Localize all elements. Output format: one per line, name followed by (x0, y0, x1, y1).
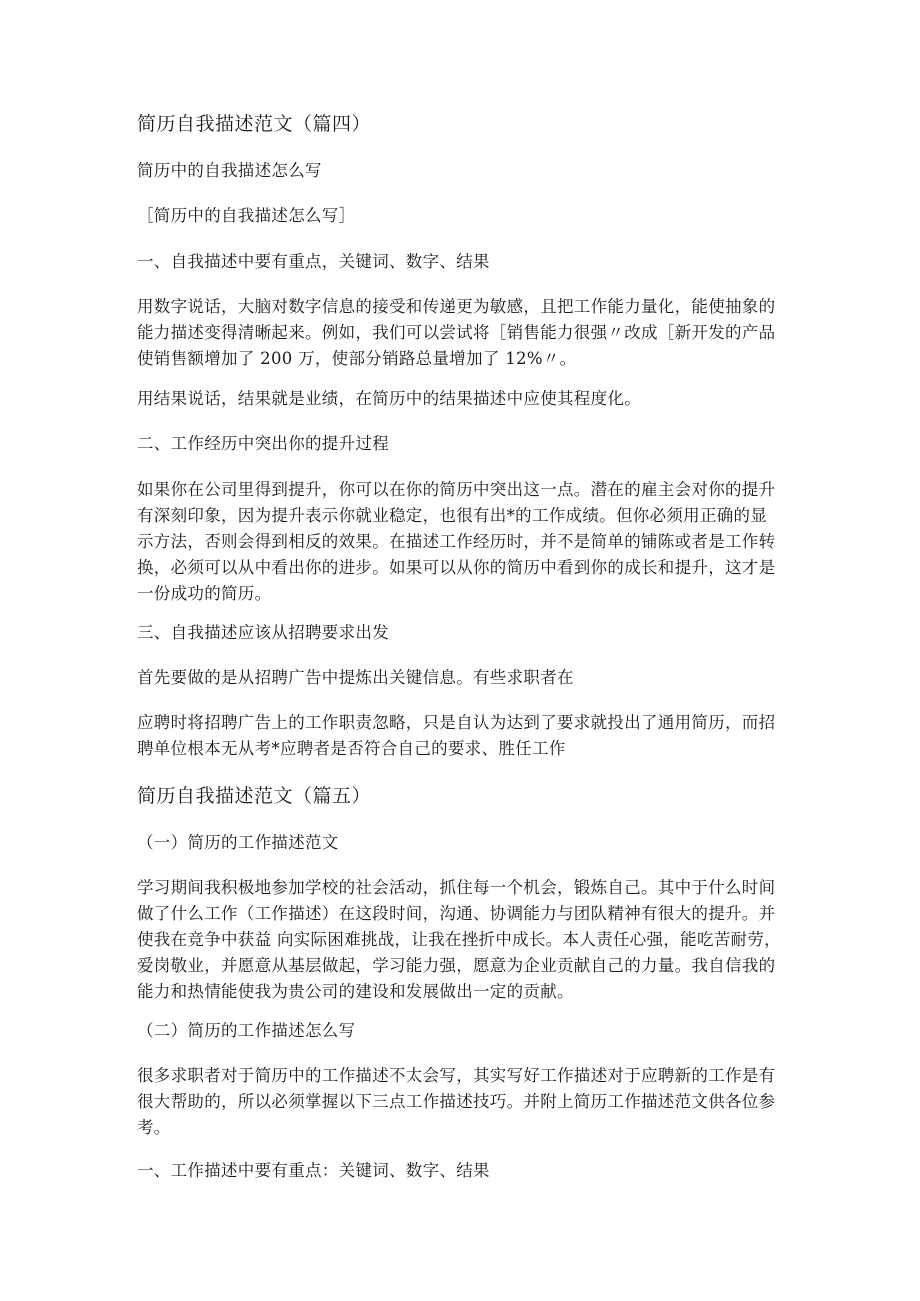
paragraph-line: 用数字说话，大脑对数字信息的接受和传递更为敏感，且把工作能力量化，能使抽象的 (137, 297, 776, 316)
point-heading: 一、工作描述中要有重点：关键词、数字、结果 (137, 1161, 490, 1180)
point-heading: 二、工作经历中突出你的提升过程 (137, 434, 389, 453)
point-heading: 三、自我描述应该从招聘要求出发 (137, 623, 389, 642)
paragraph-line: 应聘时将招聘广告上的工作职责忽略，只是自认为达到了要求就投出了通用简历，而招 (137, 713, 776, 732)
paragraph-line: 学习期间我积极地参加学校的社会活动，抓住每一个机会，锻炼自己。其中于什么时间 (137, 878, 776, 897)
bracket-subtitle: ［简历中的自我描述怎么写］ (137, 206, 356, 225)
section-title: 简历自我描述范文（篇五） (137, 785, 372, 807)
subsection-heading: （一）简历的工作描述范文 (137, 833, 339, 852)
paragraph-line: 聘单位根本无从考*应聘者是否符合自己的要求、胜任工作 (137, 739, 566, 758)
paragraph-line: 一份成功的简历。 (137, 584, 272, 603)
paragraph-line: 很大帮助的，所以必须掌握以下三点工作描述技巧。并附上简历工作描述范文供各位参 (137, 1092, 776, 1111)
paragraph-line: 有深刻印象，因为提升表示你就业稳定，也很有出*的工作成绩。但你必须用正确的显 (137, 506, 768, 525)
paragraph: 首先要做的是从招聘广告中提炼出关键信息。有些求职者在 (137, 668, 574, 687)
paragraph-line: 能力和热情能使我为贵公司的建设和发展做出一定的贡献。 (137, 982, 574, 1001)
paragraph (137, 477, 783, 607)
paragraph (137, 875, 783, 1005)
paragraph-line: 做了什么工作（工作描述）在这段时间，沟通、协调能力与团队精神有很大的提升。并 (137, 904, 776, 923)
subsection-heading: （二）简历的工作描述怎么写 (137, 1021, 356, 1040)
paragraph-line: 如果你在公司里得到提升，你可以在你的简历中突出这一点。潜在的雇主会对你的提升 (137, 480, 776, 499)
paragraph (137, 710, 783, 762)
paragraph-line: 使我在竞争中获益 向实际困难挑战，让我在挫折中成长。本人责任心强，能吃苦耐劳， (137, 930, 781, 949)
point-heading: 一、自我描述中要有重点，关键词、数字、结果 (137, 252, 490, 271)
paragraph-line: 示方法，否则会得到相反的效果。在描述工作经历时，并不是简单的铺陈或者是工作转 (137, 532, 776, 551)
paragraph-line: 换，必须可以从中看出你的进步。如果可以从你的简历中看到你的成长和提升，这才是 (137, 558, 776, 577)
paragraph-line: 使销售额增加了 200 万，使部分销路总量增加了 12%〃。 (137, 349, 577, 368)
paragraph: 用结果说话，结果就是业绩，在简历中的结果描述中应使其程度化。 (137, 389, 641, 408)
paragraph (137, 294, 783, 372)
paragraph (137, 1063, 783, 1141)
paragraph-line: 考。 (137, 1118, 171, 1137)
subtitle: 简历中的自我描述怎么写 (137, 161, 322, 180)
paragraph-line: 能力描述变得清晰起来。例如，我们可以尝试将［销售能力很强〃改成［新开发的产品 (137, 323, 776, 342)
paragraph-line: 很多求职者对于简历中的工作描述不太会写，其实写好工作描述对于应聘新的工作是有 (137, 1066, 776, 1085)
paragraph-line: 爱岗敬业，并愿意从基层做起，学习能力强，愿意为企业贡献自己的力量。我自信我的 (137, 956, 776, 975)
section-title: 简历自我描述范文（篇四） (137, 113, 372, 135)
